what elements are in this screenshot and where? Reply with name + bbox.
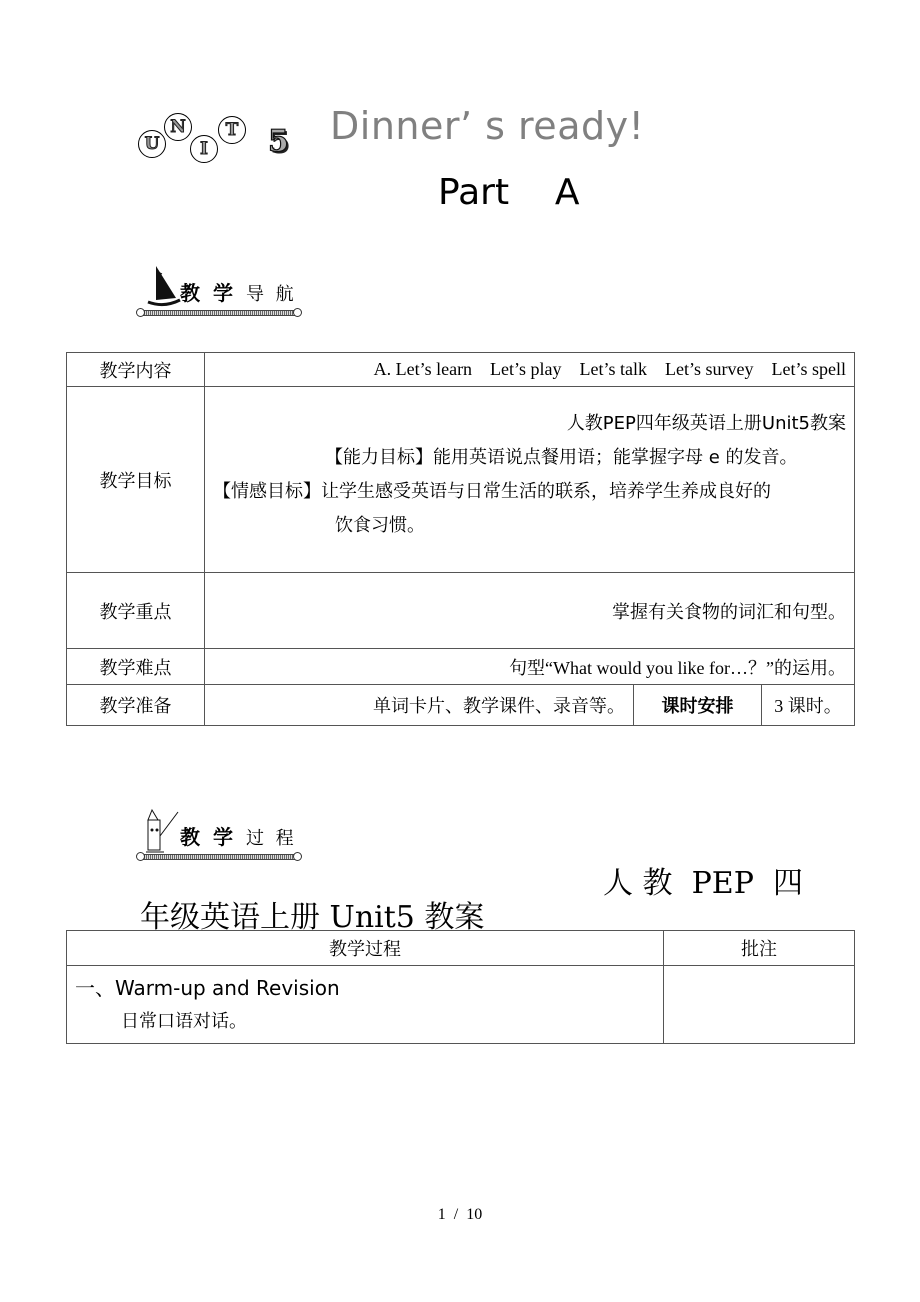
banner-rule bbox=[140, 854, 298, 860]
teaching-process-banner bbox=[138, 802, 298, 862]
table-row-preparation bbox=[67, 685, 855, 726]
goals-value bbox=[205, 387, 855, 573]
process-header: 教学过程 bbox=[67, 931, 664, 966]
process-table bbox=[66, 930, 855, 1044]
notes-header: 批注 bbox=[664, 931, 855, 966]
process-header-row bbox=[67, 931, 855, 966]
process-banner-light: 过 程 bbox=[245, 828, 297, 849]
schedule-value: 3 课时。 bbox=[774, 696, 842, 716]
key-points-label: 教学重点 bbox=[67, 573, 205, 649]
table-row-difficulties bbox=[67, 649, 855, 685]
doc-title-line2: 年级英语上册 Unit5 教案 bbox=[140, 900, 485, 935]
part-label: Part A bbox=[438, 172, 580, 213]
process-step-cell bbox=[67, 966, 664, 1044]
table-row-key-points bbox=[67, 573, 855, 649]
key-points-value: 掌握有关食物的词汇和句型。 bbox=[205, 573, 855, 649]
difficulties-value: 句型“What would you like for…？”的运用。 bbox=[205, 649, 855, 685]
unit-letter-n: N bbox=[164, 113, 192, 141]
preparation-subtable bbox=[205, 685, 854, 725]
pencil-teacher-icon bbox=[144, 806, 182, 856]
table-row bbox=[67, 966, 855, 1044]
step-detail: 日常口语对话。 bbox=[121, 1011, 247, 1032]
nav-banner-bold: 教 学 bbox=[180, 281, 236, 305]
nav-banner-light: 导 航 bbox=[245, 284, 297, 305]
doc-title-line1: 人 教 PEP 四 bbox=[603, 866, 803, 901]
table-row-goals bbox=[67, 387, 855, 573]
banner-rule bbox=[140, 310, 298, 316]
goals-line-habit: 饮食习惯。 bbox=[335, 514, 425, 536]
goals-line-ability: 【能力目标】能用英语说点餐用语；能掌握字母 e 的发音。 bbox=[325, 446, 798, 468]
teaching-nav-banner bbox=[138, 258, 298, 318]
preparation-subrow bbox=[205, 685, 854, 725]
goals-line-emotion: 【情感目标】让学生感受英语与日常生活的联系，培养学生养成良好的 bbox=[213, 480, 771, 502]
unit-letter-i: I bbox=[190, 135, 218, 163]
lesson-title: Dinner’ s ready! bbox=[330, 104, 645, 148]
unit-logo bbox=[138, 110, 298, 166]
process-banner-title bbox=[180, 821, 297, 850]
unit-letter-t: T bbox=[218, 116, 246, 144]
goals-label: 教学目标 bbox=[67, 387, 205, 573]
preparation-value: 单词卡片、教学课件、录音等。 bbox=[205, 685, 634, 725]
preparation-cell bbox=[205, 685, 855, 726]
page-number: 1 / 10 bbox=[437, 1206, 483, 1223]
content-label: 教学内容 bbox=[67, 353, 205, 387]
nav-banner-title bbox=[180, 277, 297, 306]
preparation-label: 教学准备 bbox=[67, 685, 205, 726]
goals-line-title: 人教PEP四年级英语上册Unit5教案 bbox=[566, 412, 846, 434]
content-value: A. Let’s learn Let’s play Let’s talk Let’s survey Let’s spell bbox=[205, 353, 855, 387]
unit-number: 5 bbox=[268, 124, 289, 159]
step-heading: 一、Warm-up and Revision bbox=[75, 976, 340, 1000]
overview-table bbox=[66, 352, 855, 726]
schedule-label: 课时安排 bbox=[634, 685, 762, 725]
sailboat-icon bbox=[146, 264, 182, 310]
table-row-content bbox=[67, 353, 855, 387]
process-banner-bold: 教 学 bbox=[180, 825, 236, 849]
notes-cell bbox=[664, 966, 855, 1044]
difficulties-label: 教学难点 bbox=[67, 649, 205, 685]
unit-letter-u: U bbox=[138, 130, 166, 158]
